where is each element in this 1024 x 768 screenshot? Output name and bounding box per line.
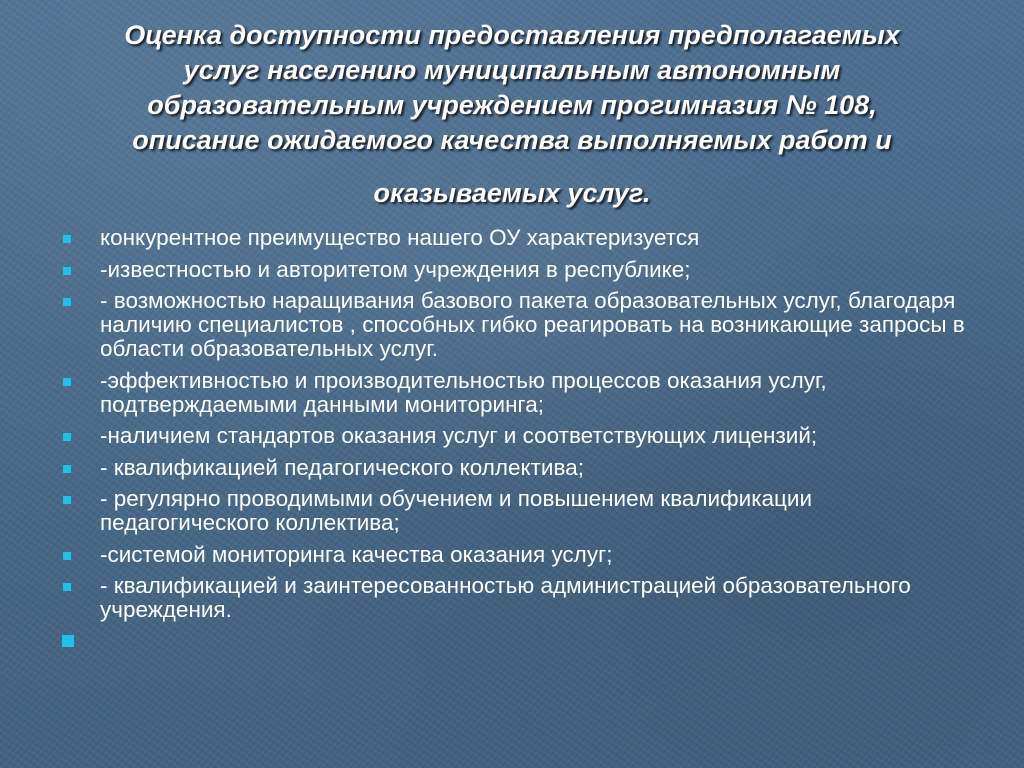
slide-title (40, 18, 984, 211)
bullet-text: - квалификацией педагогического коллектива; (100, 454, 584, 480)
square-bullet-icon (62, 635, 74, 647)
bullet-item (58, 574, 978, 622)
square-bullet-icon (63, 298, 71, 306)
bullet-item (58, 487, 978, 535)
bullet-item (58, 456, 978, 480)
bullet-text: -эффективностью и производительностью процессов оказания услуг, подтверждаемыми данными мониторинга; (100, 367, 827, 417)
square-bullet-icon (63, 267, 71, 275)
bullet-item (58, 424, 978, 448)
title-line: услуг населению муниципальным автономным (183, 55, 841, 85)
bullet-item (58, 289, 978, 361)
bullet-text: -известностью и авторитетом учреждения в республике; (100, 256, 691, 282)
title-line: Оценка доступности предоставления предполагаемых (124, 20, 900, 50)
empty-bullet-item (58, 630, 978, 654)
bullet-text: -системой мониторинга качества оказания услуг; (100, 541, 613, 567)
square-bullet-icon (63, 496, 71, 504)
title-line: описание ожидаемого качества выполняемых работ и (132, 125, 892, 155)
bullet-text: конкурентное преимущество нашего ОУ характеризуется (100, 225, 700, 250)
square-bullet-icon (63, 465, 71, 473)
square-bullet-icon (63, 583, 71, 591)
bullet-item (58, 258, 978, 282)
bullet-text: - квалификацией и заинтересованностью администрацией образовательного учреждения. (100, 573, 911, 622)
bullet-text: -наличием стандартов оказания услуг и соответствующих лицензий; (100, 423, 818, 448)
bullet-item (58, 369, 978, 417)
square-bullet-icon (63, 378, 71, 386)
bullet-text: - регулярно проводимыми обучением и повышением квалификации педагогического коллектива; (100, 486, 813, 535)
bullet-item (58, 226, 978, 250)
bullet-list (58, 226, 978, 661)
title-line: образовательным учреждением прогимназия № 108, (147, 90, 877, 120)
square-bullet-icon (63, 433, 71, 441)
square-bullet-icon (63, 235, 71, 243)
title-line: оказываемых услуг. (373, 178, 651, 208)
bullet-text: - возможностью наращивания базового пакета образовательных услуг, благодаря наличию специалистов , способных гибко реагировать на возникающие запросы в области образовательных услуг. (100, 288, 965, 361)
bullet-item (58, 543, 978, 567)
square-bullet-icon (63, 552, 71, 560)
